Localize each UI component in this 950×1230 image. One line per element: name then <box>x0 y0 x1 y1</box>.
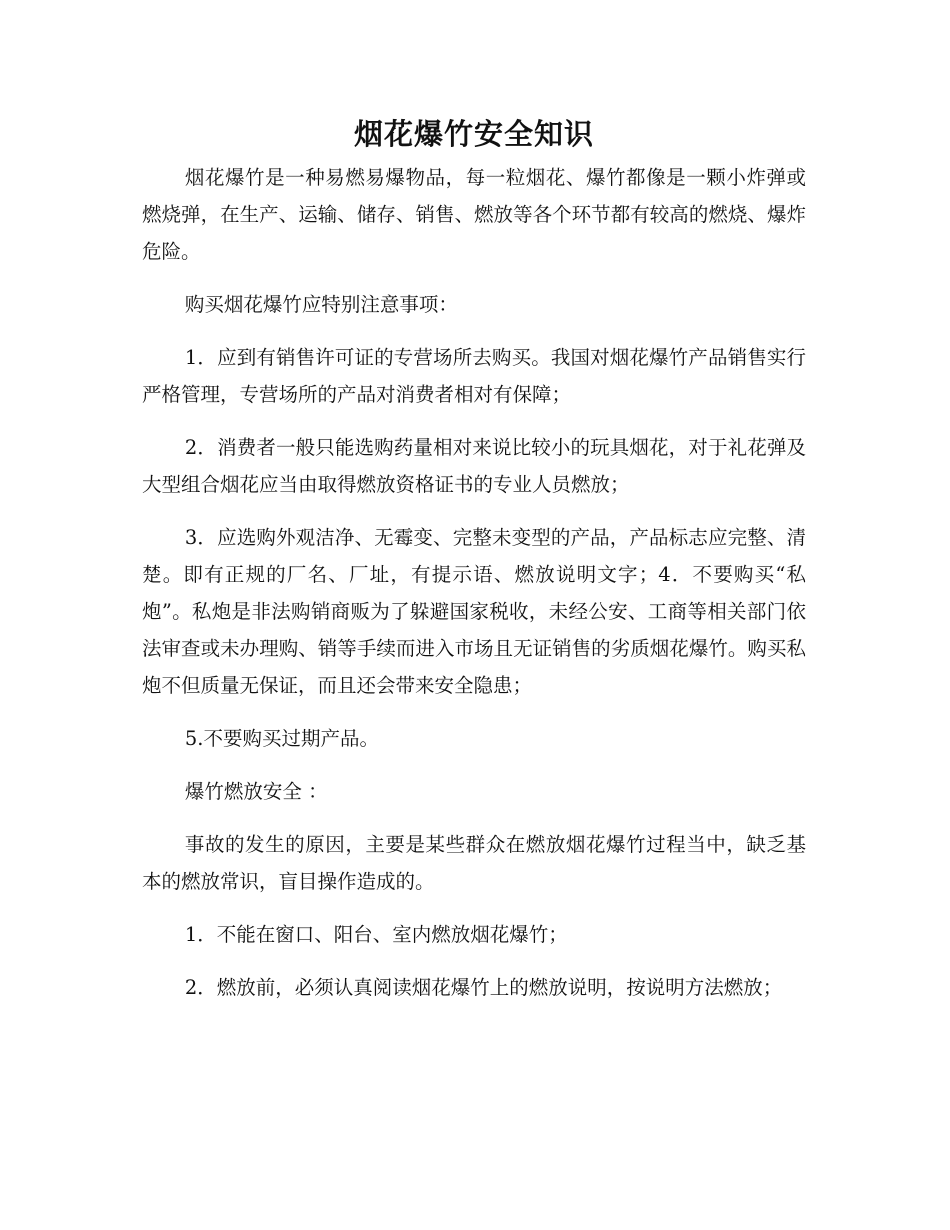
document-title: 烟花爆竹安全知识 <box>353 117 594 151</box>
purchase-item-5: 5.不要购买过期产品。 <box>184 727 379 750</box>
purchase-notes-heading: 购买烟花爆竹应特别注意事项： <box>184 293 458 316</box>
document-page <box>142 110 806 1022</box>
firing-item-1: 1．不能在窗口、阳台、室内燃放烟花爆竹； <box>184 923 568 946</box>
intro-paragraph: 烟花爆竹是一种易燃易爆物品，每一粒烟花、爆竹都像是一颗小炸弹或燃烧弹，在生产、运输、储存、销售、燃放等各个环节都有较高的燃烧、爆炸危险。 <box>142 166 806 263</box>
purchase-item-2: 2．消费者一般只能选购药量相对来说比较小的玩具烟花，对于礼花弹及大型组合烟花应当由取得燃放资格证书的专业人员燃放； <box>142 436 806 496</box>
accident-cause-paragraph: 事故的发生的原因，主要是某些群众在燃放烟花爆竹过程当中，缺乏基本的燃放常识，盲目操作造成的。 <box>142 833 806 893</box>
firing-safety-heading: 爆竹燃放安全 ： <box>184 780 328 803</box>
purchase-item-1: 1．应到有销售许可证的专营场所去购买。我国对烟花爆竹产品销售实行严格管理，专营场所的产品对消费者相对有保障； <box>142 346 806 406</box>
purchase-item-3-4: 3．应选购外观洁净、无霉变、完整未变型的产品，产品标志应完整、清楚。即有正规的厂名、厂址，有提示语、燃放说明文字；4．不要购买“私炮”。私炮是非法购销商贩为了躲避国家税收，未经公安、工商等相关部门依法审查或未办理购、销等手续而进入市场且无证销售的劣质烟花爆竹。购买私炮不但质量无保证，而且还会带来安全隐患； <box>142 526 806 697</box>
firing-item-2: 2．燃放前，必须认真阅读烟花爆竹上的燃放说明，按说明方法燃放； <box>184 976 783 999</box>
